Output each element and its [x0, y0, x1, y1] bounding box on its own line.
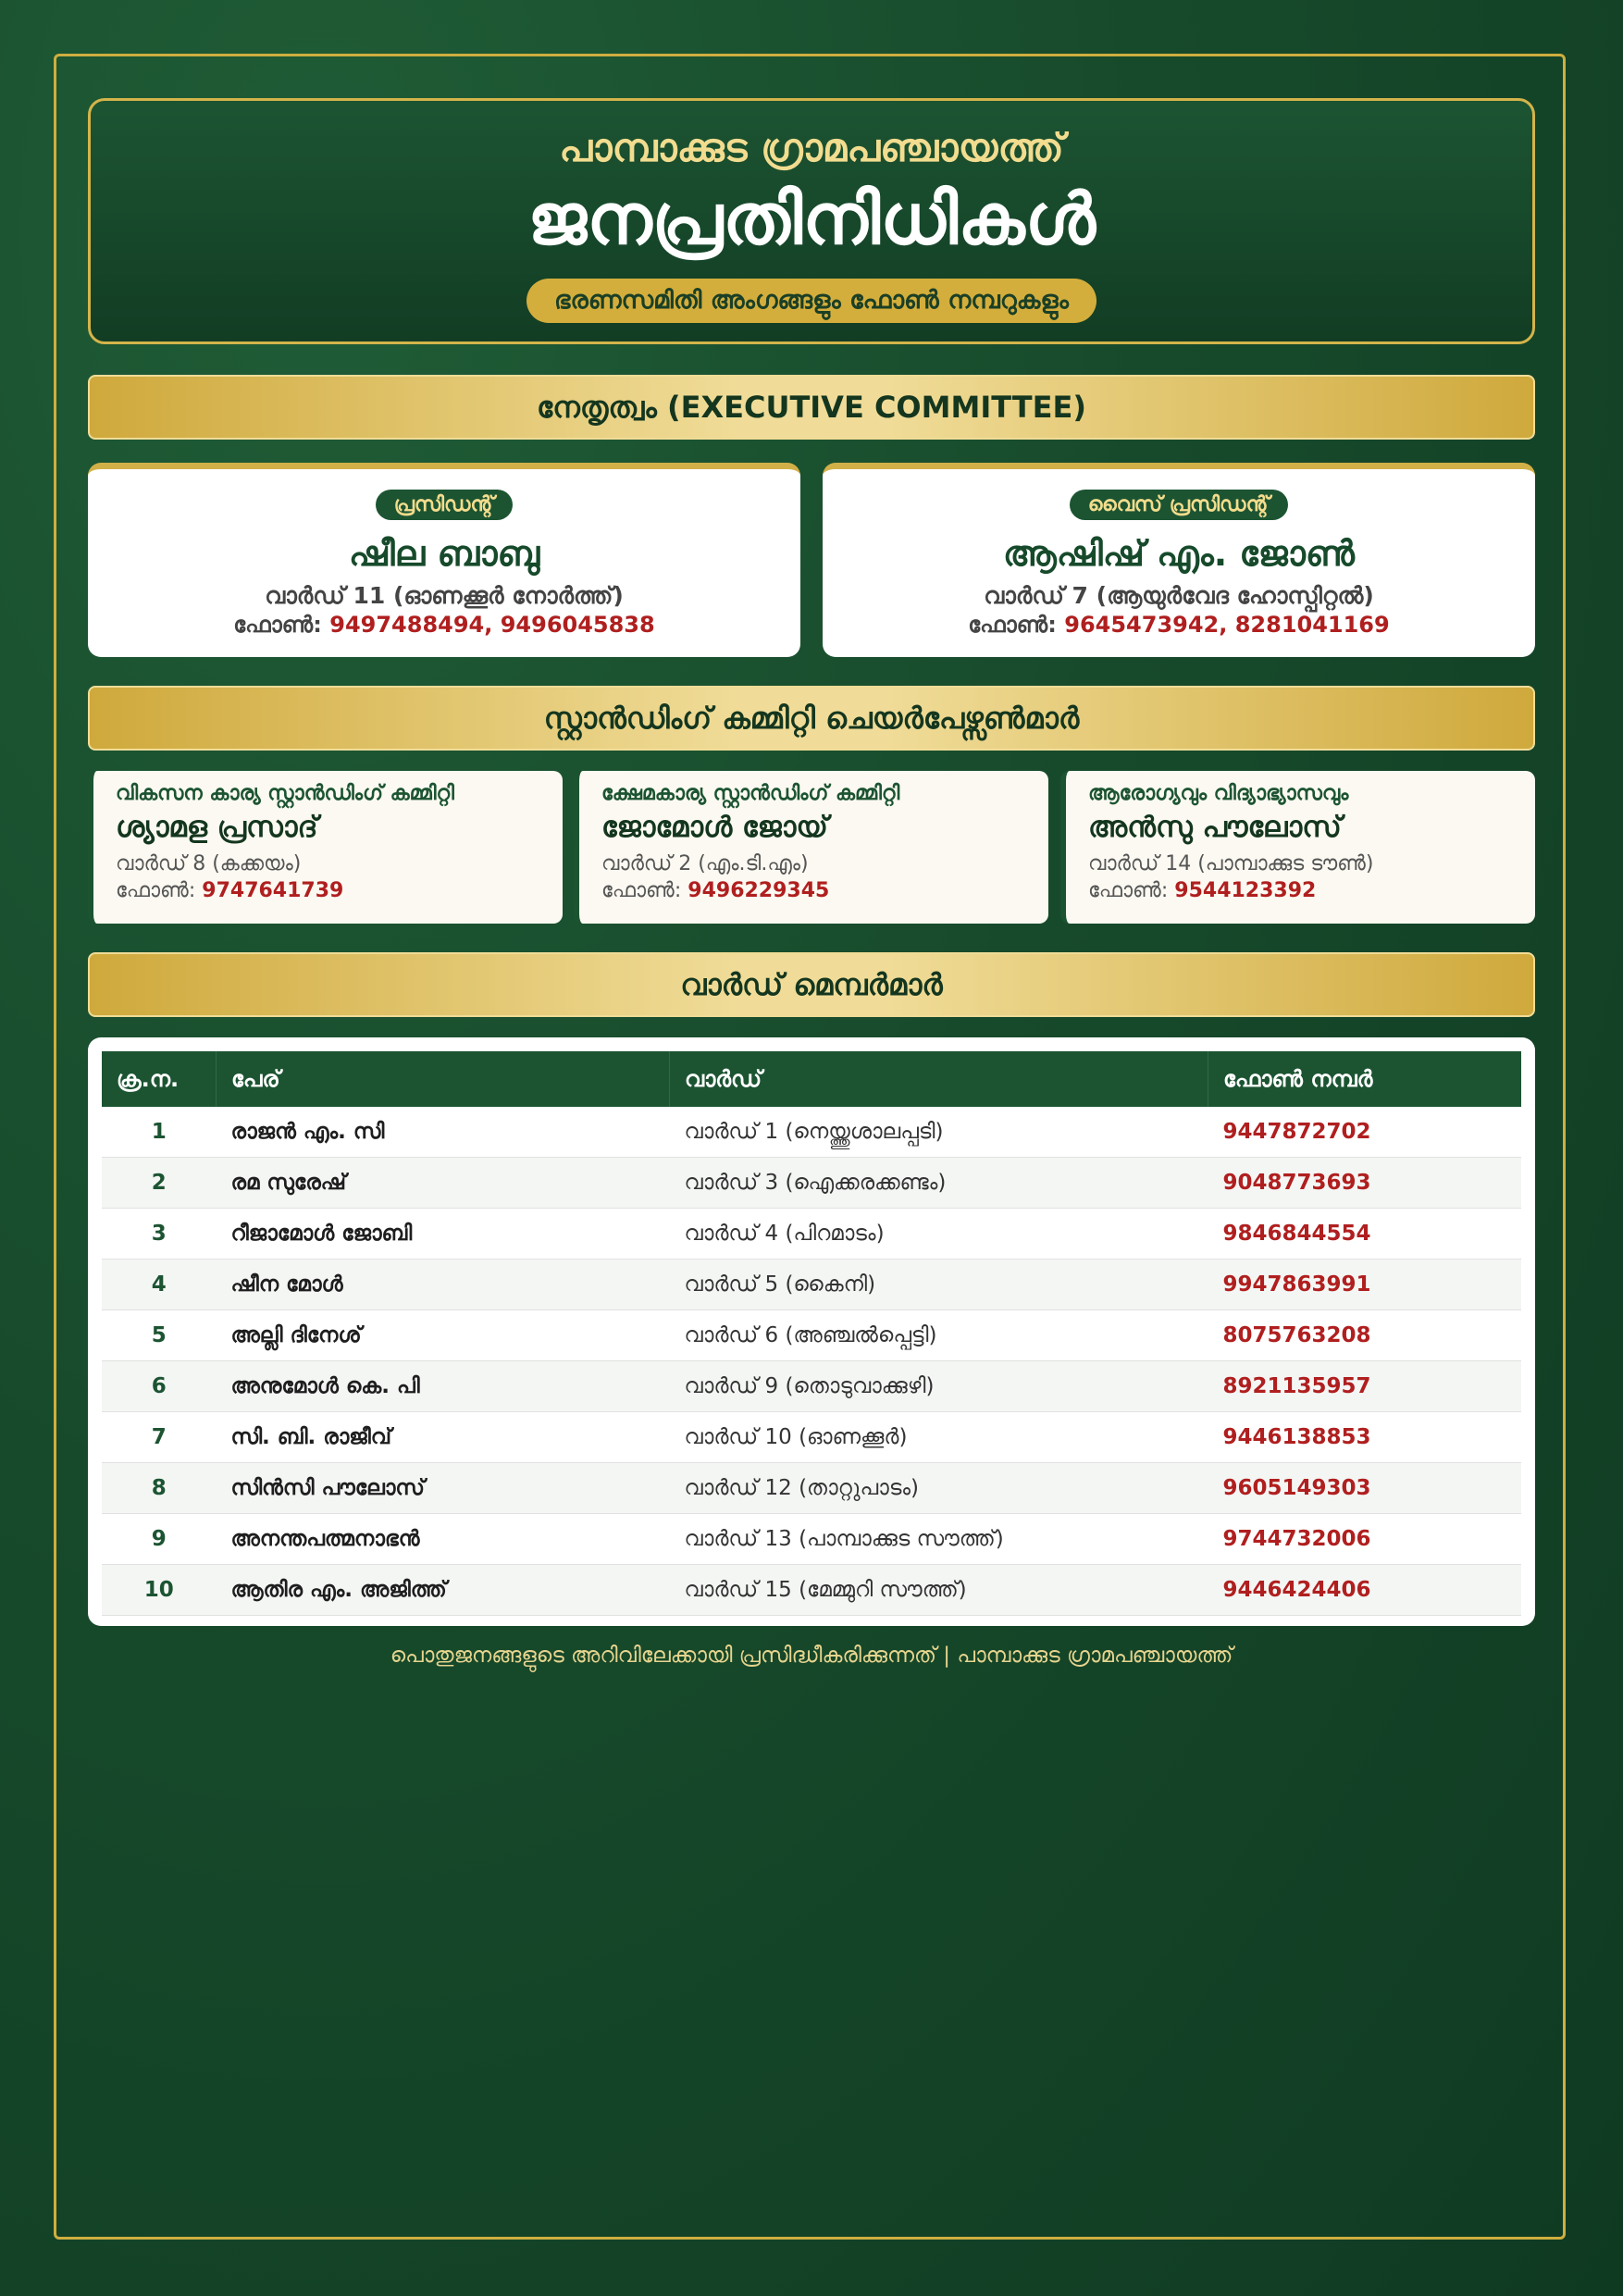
member-ward: വാർഡ് 1 (നെയ്ത്തുശാലപ്പടി): [670, 1107, 1208, 1158]
chair-phone: 9496229345: [688, 879, 830, 902]
vice-president-ward: വാർഡ് 7 (ആയുർവേദ ഹോസ്പിറ്റൽ): [984, 582, 1374, 609]
president-role-badge: പ്രസിഡന്റ്: [376, 490, 514, 520]
row-number: 1: [102, 1107, 217, 1158]
chair-name: ജോമോൾ ജോയ്: [601, 811, 828, 844]
column-header-ward: വാർഡ്: [670, 1051, 1208, 1107]
president-ward: വാർഡ് 11 (ഓണക്കൂർ നോർത്ത്): [265, 582, 624, 609]
member-ward: വാർഡ് 12 (താറ്റുപാടം): [670, 1463, 1208, 1514]
member-name: അല്ലി ദിനേശ്: [217, 1310, 670, 1361]
row-number: 5: [102, 1310, 217, 1361]
president-phone: 9497488494, 9496045838: [329, 612, 655, 638]
executive-heading: നേതൃത്വം (EXECUTIVE COMMITTEE): [88, 375, 1535, 440]
table-row: [102, 1412, 1521, 1463]
member-phone: 9947863991: [1208, 1260, 1522, 1310]
row-number: 2: [102, 1158, 217, 1209]
member-phone: 9048773693: [1208, 1158, 1522, 1209]
standing-chair-card: [574, 771, 1048, 924]
row-number: 3: [102, 1209, 217, 1260]
org-name: പാമ്പാക്കുട ഗ്രാമപഞ്ചായത്ത്: [559, 125, 1064, 170]
member-ward: വാർഡ് 10 (ഓണക്കൂർ): [670, 1412, 1208, 1463]
column-header-name: പേര്: [217, 1051, 670, 1107]
chair-phone: 9544123392: [1174, 879, 1317, 902]
footer-note: പൊതുജനങ്ങളുടെ അറിവിലേക്കായി പ്രസിദ്ധീകരിക്കുന്നത് | പാമ്പാക്കുട ഗ്രാമപഞ്ചായത്ത്: [390, 1644, 1233, 1668]
member-phone: 8921135957: [1208, 1361, 1522, 1412]
member-phone: 9605149303: [1208, 1463, 1522, 1514]
president-card: [88, 463, 800, 657]
committee-category: വികസന കാര്യ സ്റ്റാൻഡിംഗ് കമ്മിറ്റി: [116, 782, 454, 805]
president-name: ഷീല ബാബു: [348, 533, 540, 574]
vice-president-name: ആഷിഷ് എം. ജോൺ: [1002, 533, 1356, 574]
standing-chair-card: [88, 771, 563, 924]
phone-label: ഫോൺ:: [968, 612, 1057, 638]
row-number: 9: [102, 1514, 217, 1565]
subtitle-badge: ഭരണസമിതി അംഗങ്ങളും ഫോൺ നമ്പറുകളും: [527, 279, 1096, 323]
row-number: 8: [102, 1463, 217, 1514]
table-row: [102, 1209, 1521, 1260]
phone-label: ഫോൺ:: [1088, 879, 1169, 902]
chair-phone-line: [116, 879, 563, 902]
phone-label: ഫോൺ:: [601, 879, 682, 902]
members-table: [102, 1051, 1521, 1616]
committee-category: ക്ഷേമകാര്യ സ്റ്റാൻഡിംഗ് കമ്മിറ്റി: [601, 782, 900, 805]
row-number: 10: [102, 1565, 217, 1616]
member-ward: വാർഡ് 5 (കൈനി): [670, 1260, 1208, 1310]
member-name: സിൻസി പൗലോസ്: [217, 1463, 670, 1514]
table-row: [102, 1463, 1521, 1514]
standing-chair-card: [1060, 771, 1535, 924]
member-ward: വാർഡ് 9 (തൊടുവാക്കുഴി): [670, 1361, 1208, 1412]
member-phone: 9447872702: [1208, 1107, 1522, 1158]
chair-phone: 9747641739: [202, 879, 344, 902]
member-name: രമ സുരേഷ്: [217, 1158, 670, 1209]
member-ward: വാർഡ് 15 (മേമ്മുറി സൗത്ത്): [670, 1565, 1208, 1616]
phone-label: ഫോൺ:: [233, 612, 322, 638]
vice-president-role-badge: വൈസ് പ്രസിഡന്റ്: [1070, 490, 1289, 520]
member-ward: വാർഡ് 4 (പിറമാടം): [670, 1209, 1208, 1260]
page-title: ജനപ്രതിനിധികൾ: [527, 178, 1096, 260]
committee-category: ആരോഗ്യവും വിദ്യാഭ്യാസവും: [1088, 782, 1349, 805]
column-header-no: ക്ര.ന.: [102, 1051, 217, 1107]
member-phone: 9446138853: [1208, 1412, 1522, 1463]
table-row: [102, 1565, 1521, 1616]
row-number: 7: [102, 1412, 217, 1463]
chair-name: അൻസു പൗലോസ്: [1088, 811, 1342, 844]
table-row: [102, 1107, 1521, 1158]
member-name: ആതിര എം. അജിത്ത്: [217, 1565, 670, 1616]
vice-president-phone-line: [823, 612, 1535, 638]
phone-label: ഫോൺ:: [116, 879, 196, 902]
chair-ward: വാർഡ് 8 (കക്കയം): [116, 852, 302, 875]
president-phone-line: [88, 612, 800, 638]
member-ward: വാർഡ് 6 (അഞ്ചൽപ്പെട്ടി): [670, 1310, 1208, 1361]
row-number: 4: [102, 1260, 217, 1310]
members-table-panel: [88, 1037, 1535, 1626]
vice-president-card: [823, 463, 1535, 657]
chair-phone-line: [1088, 879, 1535, 902]
member-ward: വാർഡ് 13 (പാമ്പാക്കുട സൗത്ത്): [670, 1514, 1208, 1565]
table-row: [102, 1361, 1521, 1412]
member-phone: 9744732006: [1208, 1514, 1522, 1565]
vice-president-phone: 9645473942, 8281041169: [1064, 612, 1390, 638]
table-header-row: [102, 1051, 1521, 1107]
member-name: അനുമോൾ കെ. പി: [217, 1361, 670, 1412]
standing-committee-heading: സ്റ്റാൻഡിംഗ് കമ്മിറ്റി ചെയർപേഴ്സൺമാർ: [88, 686, 1535, 751]
member-phone: 8075763208: [1208, 1310, 1522, 1361]
member-phone: 9446424406: [1208, 1565, 1522, 1616]
member-name: സി. ബി. രാജീവ്: [217, 1412, 670, 1463]
table-row: [102, 1310, 1521, 1361]
ward-members-heading: വാർഡ് മെമ്പർമാർ: [88, 952, 1535, 1017]
member-phone: 9846844554: [1208, 1209, 1522, 1260]
chair-ward: വാർഡ് 2 (എം.ടി.എം): [601, 852, 809, 875]
member-name: രാജൻ എം. സി: [217, 1107, 670, 1158]
table-row: [102, 1260, 1521, 1310]
table-row: [102, 1514, 1521, 1565]
member-name: റീജാമോൾ ജോബി: [217, 1209, 670, 1260]
chair-ward: വാർഡ് 14 (പാമ്പാക്കുട ടൗൺ): [1088, 852, 1374, 875]
chair-phone-line: [601, 879, 1048, 902]
header-panel: [88, 98, 1535, 344]
table-row: [102, 1158, 1521, 1209]
member-ward: വാർഡ് 3 (ഐക്കരക്കണ്ടം): [670, 1158, 1208, 1209]
member-name: ഷീന മോൾ: [217, 1260, 670, 1310]
chair-name: ശ്യാമള പ്രസാദ്: [116, 811, 318, 844]
member-name: അനന്തപത്മനാഭൻ: [217, 1514, 670, 1565]
row-number: 6: [102, 1361, 217, 1412]
column-header-phone: ഫോൺ നമ്പർ: [1208, 1051, 1522, 1107]
